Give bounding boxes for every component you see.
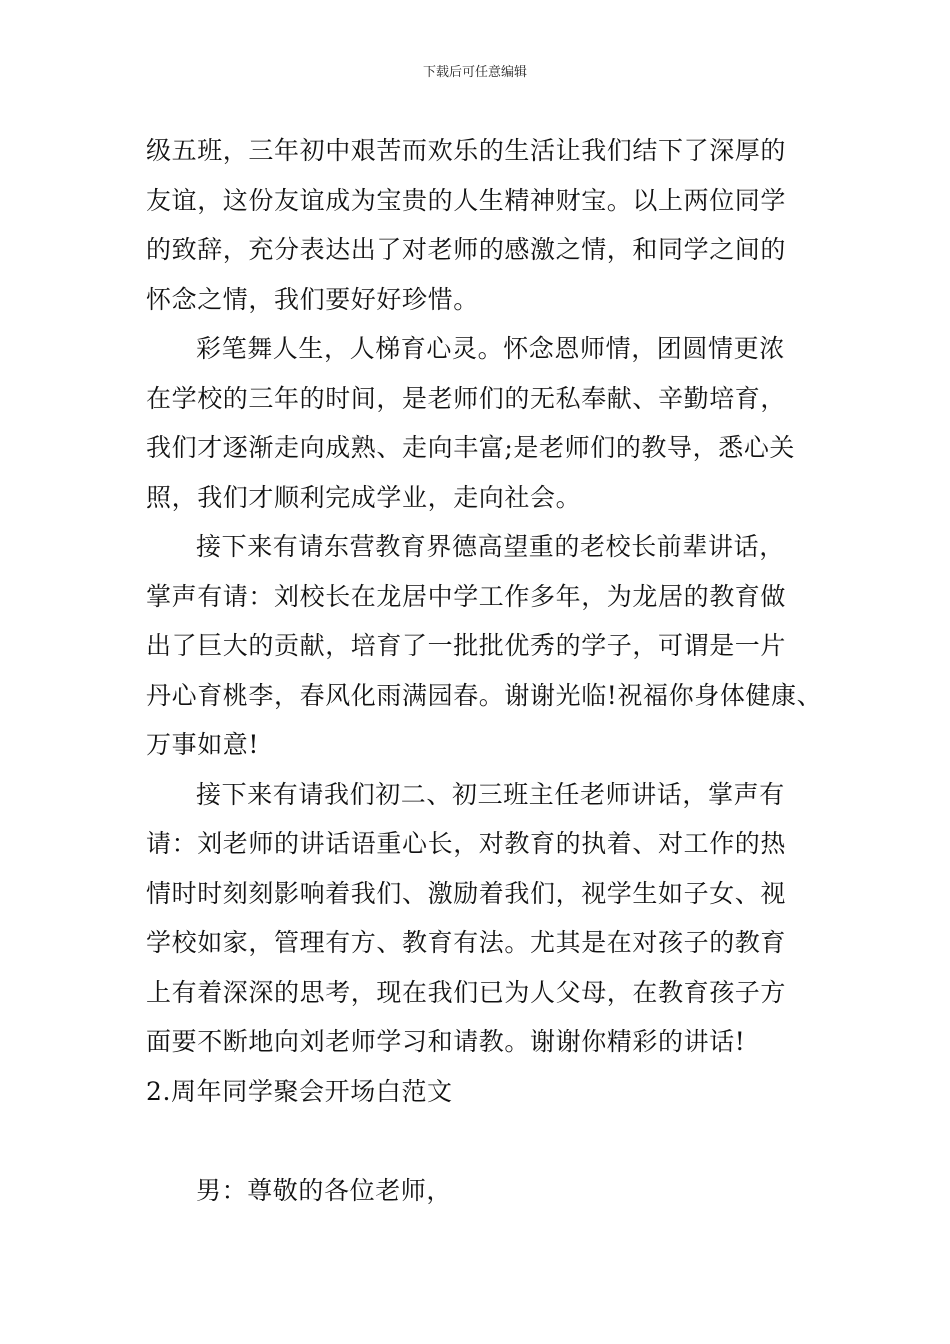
page-header: 下载后可任意编辑 xyxy=(422,65,527,80)
paragraph-start-line: 接下来有请东营教育界德高望重的老校长前辈讲话， xyxy=(196,532,785,561)
paragraph-start-line: 接下来有请我们初二、初三班主任老师讲话，掌声有 xyxy=(196,779,785,809)
paragraph-start-line: 彩笔舞人生，人梯育心灵。怀念恩师情，团圆情更浓 xyxy=(196,334,785,363)
text-line: 我们才逐渐走向成熟、走向丰富;是老师们的教导，悉心关 xyxy=(146,433,796,462)
blank-line xyxy=(146,1116,846,1166)
text-line: 友谊，这份友谊成为宝贵的人生精神财宝。以上两位同学 xyxy=(146,185,787,215)
text-line: 照，我们才顺利完成学业，走向社会。 xyxy=(146,482,582,512)
text-line: 面要不断地向刘老师学习和请教。谢谢你精彩的讲话! xyxy=(146,1027,746,1056)
text-line: 上有着深深的思考，现在我们已为人父母，在教育孩子方 xyxy=(146,977,787,1007)
text-line: 请：刘老师的讲话语重心长，对教育的执着、对工作的热 xyxy=(146,829,787,858)
section-heading: 2.周年同学聚会开场白范文 xyxy=(146,1076,453,1106)
document-body xyxy=(146,126,846,1215)
text-line: 怀念之情，我们要好好珍惜。 xyxy=(146,284,479,314)
text-line: 在学校的三年的时间，是老师们的无私奉献、辛勤培育， xyxy=(146,383,787,413)
text-line: 出了巨大的贡献，培育了一批批优秀的学子，可谓是一片 xyxy=(146,631,787,660)
text-line: 丹心育桃李，春风化雨满园春。谢谢光临!祝福你身体健康、 xyxy=(146,680,823,710)
text-line: 掌声有请：刘校长在龙居中学工作多年，为龙居的教育做 xyxy=(146,581,787,611)
text-line: 学校如家，管理有方、教育有法。尤其是在对孩子的教育 xyxy=(146,928,787,957)
text-line: 万事如意! xyxy=(146,730,260,759)
text-line: 级五班，三年初中艰苦而欢乐的生活让我们结下了深厚的 xyxy=(146,136,787,165)
text-line: 的致辞，充分表达出了对老师的感激之情，和同学之间的 xyxy=(146,235,787,264)
dialogue-line: 男：尊敬的各位老师， xyxy=(196,1175,453,1205)
text-line: 情时时刻刻影响着我们、激励着我们，视学生如子女、视 xyxy=(146,878,787,908)
